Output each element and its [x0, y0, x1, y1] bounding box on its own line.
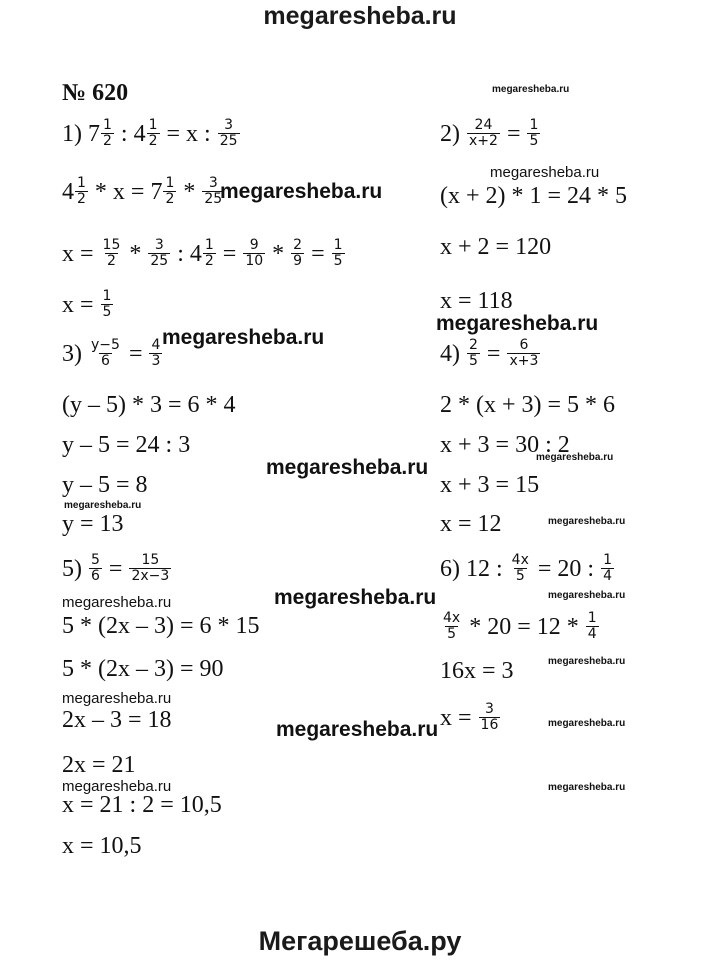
p4-line2: 2 * (x + 3) = 5 * 6 [440, 392, 616, 418]
p1-line4: x = $\frac{1}{5}$ [62, 288, 112, 320]
p3-line2: (y – 5) * 3 = 6 * 4 [62, 392, 236, 418]
watermark: megaresheba.ru [64, 500, 142, 511]
p2-line2: (x + 2) * 1 = 24 * 5 [440, 183, 628, 209]
watermark: megaresheba.ru [162, 326, 325, 349]
watermark: megaresheba.ru [62, 690, 172, 707]
p6-line2: $\frac{4x}{5}$ * 20 = 12 * $\frac{1}{4}$ [443, 610, 597, 642]
watermark: megaresheba.ru [220, 180, 383, 203]
watermark: megaresheba.ru [276, 718, 439, 741]
p5-line3: 5 * (2x – 3) = 90 [62, 656, 224, 682]
watermark: megaresheba.ru [62, 594, 172, 611]
watermark: megaresheba.ru [548, 718, 626, 729]
watermark: megaresheba.ru [548, 656, 626, 667]
p4-line4: x + 3 = 15 [440, 472, 540, 498]
mixed-4-1-2: 4 $\frac{1}{2}$ [133, 117, 158, 149]
p3-line3: y – 5 = 24 : 3 [62, 432, 191, 458]
p6-line4: x = $\frac{3}{16}$ [440, 701, 499, 733]
p6-line1: 6) 12 : $\frac{4x}{5}$ = 20 : $\frac{1}{4}$ [440, 552, 612, 584]
p2-line4: x = 118 [440, 288, 513, 314]
watermark: megaresheba.ru [274, 586, 437, 609]
watermark: megaresheba.ru [490, 164, 600, 181]
p4-line5: x = 12 [440, 511, 502, 537]
p1-line1: 1) 7 $\frac{1}{2}$ : 4 $\frac{1}{2}$ = x : $\frac{3}{25}$ [62, 117, 238, 149]
p1-line3: x = $\frac{15}{2}$ * $\frac{3}{25}$ : 4 $\frac{1}{2}$ = $\frac{9}{10}$ * $\frac{2}{9}$ = $\frac{1}{5}$ [62, 237, 343, 269]
p3-line4: y – 5 = 8 [62, 472, 148, 498]
watermark: megaresheba.ru [548, 782, 626, 793]
watermark: megaresheba.ru [492, 84, 570, 95]
watermark: megaresheba.ru [436, 312, 599, 335]
p6-line3: 16x = 3 [440, 658, 514, 684]
p2-line3: x + 2 = 120 [440, 234, 552, 260]
p5-line7: x = 10,5 [62, 833, 142, 859]
p2-line1: 2) $\frac{24}{x+2}$ = $\frac{1}{5}$ [440, 117, 539, 149]
watermark: megaresheba.ru [536, 452, 614, 463]
p5-line5: 2x = 21 [62, 752, 136, 778]
p4-line3: x + 3 = 30 : 2 [440, 432, 570, 458]
task-number: № 620 [62, 80, 129, 106]
mixed-7-1-2: 7 $\frac{1}{2}$ [88, 117, 112, 149]
p3-line1: 3) $\frac{y-5}{6}$ = $\frac{4}{3}$ [62, 337, 161, 369]
site-footer: Мегарешеба.ру [258, 926, 462, 956]
p5-line4: 2x – 3 = 18 [62, 707, 172, 733]
p3-line5: y = 13 [62, 511, 124, 537]
p5-line2: 5 * (2x – 3) = 6 * 15 [62, 613, 260, 639]
p5-line1: 5) $\frac{5}{6}$ = $\frac{15}{2x-3}$ [62, 552, 170, 584]
site-header: megaresheba.ru [263, 2, 457, 30]
watermark: megaresheba.ru [62, 778, 172, 795]
p5-line6: x = 21 : 2 = 10,5 [62, 792, 222, 818]
frac-3-25: $\frac{3}{25}$ [219, 117, 238, 149]
p1-line2: 4 $\frac{1}{2}$ * x = 7 $\frac{1}{2}$ * $\frac{3}{25}$ [62, 175, 223, 207]
watermark: megaresheba.ru [548, 516, 626, 527]
watermark: megaresheba.ru [548, 590, 626, 601]
p1-label: 1) [62, 120, 82, 147]
watermark: megaresheba.ru [266, 456, 429, 479]
p4-line1: 4) $\frac{2}{5}$ = $\frac{6}{x+3}$ [440, 337, 539, 369]
